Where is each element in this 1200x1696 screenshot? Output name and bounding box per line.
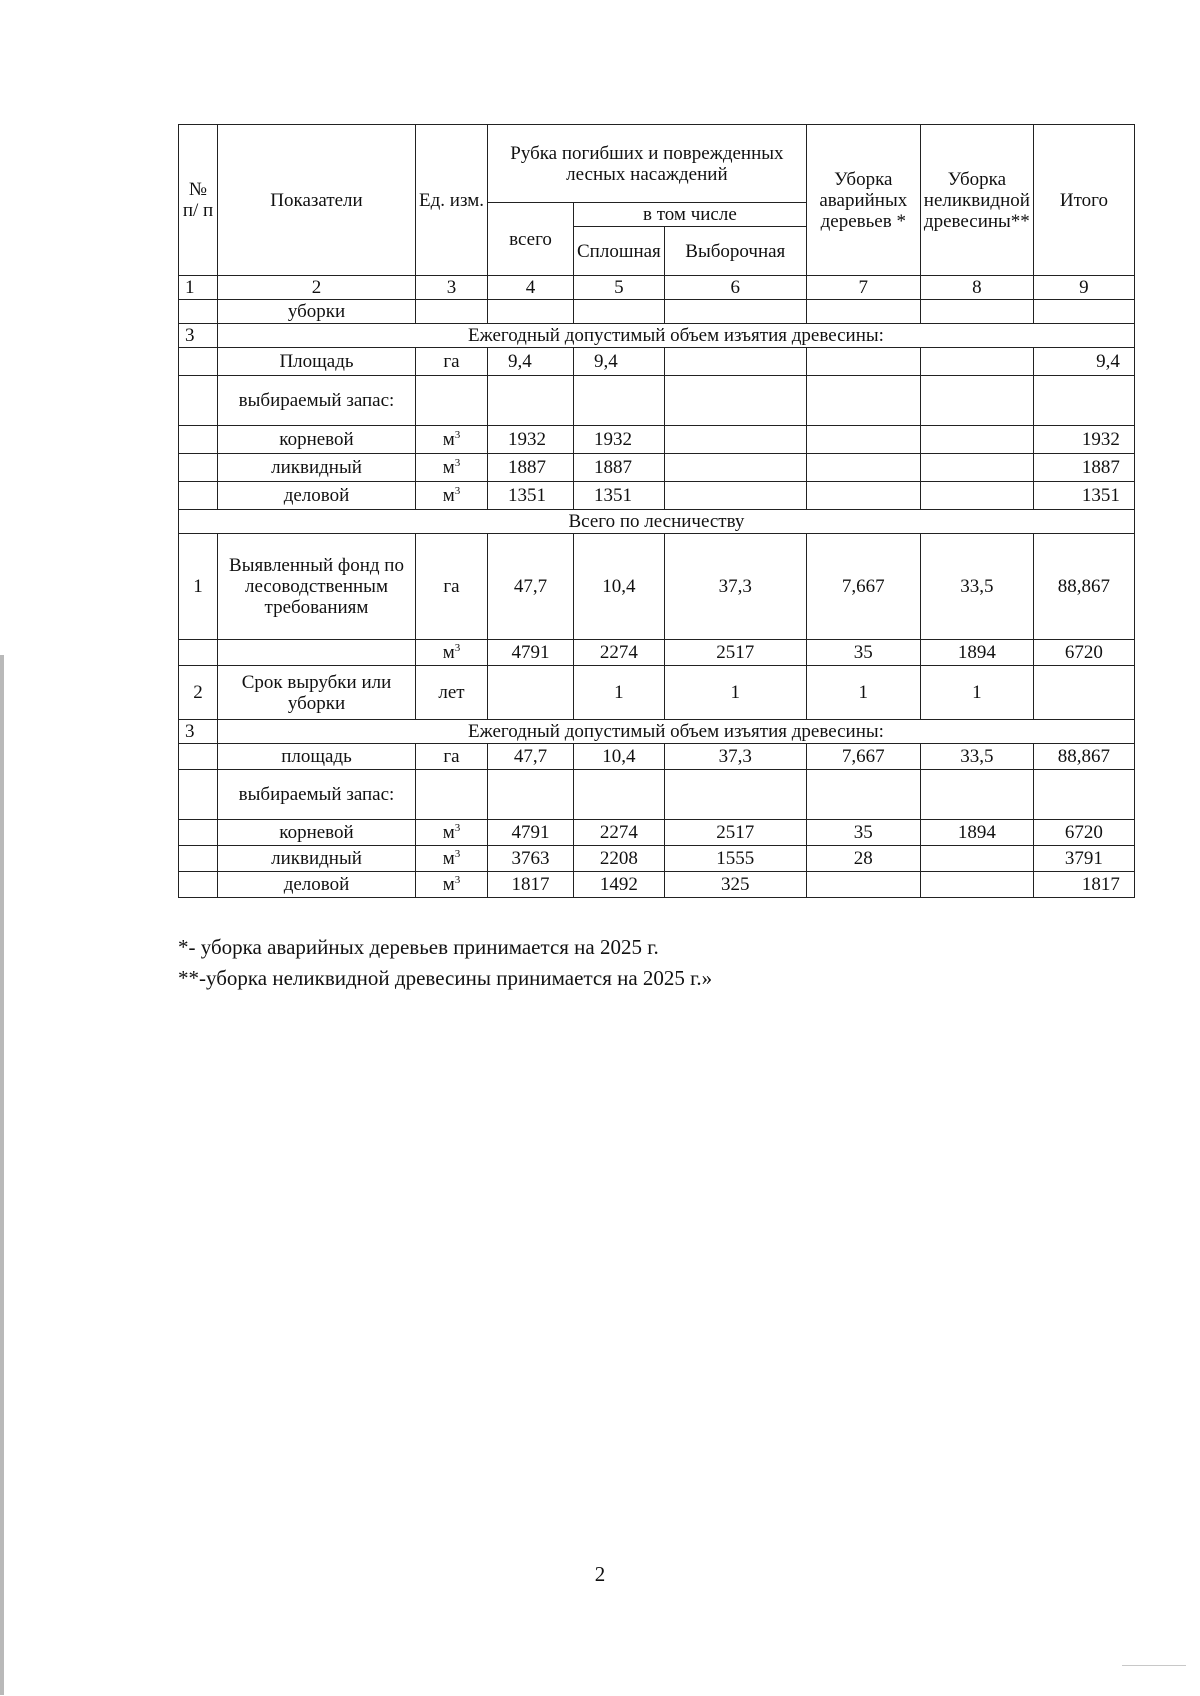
row-unit: лет <box>416 666 488 720</box>
cell-clear: 10,4 <box>574 534 665 640</box>
row-unit <box>416 640 488 666</box>
footnote-nonliquid: **-уборка неликвидной древесины принимается на 2025 г.» <box>178 966 713 990</box>
section-title: Всего по лесничеству <box>179 510 1135 534</box>
header-unit: Ед. изм. <box>416 125 488 276</box>
section-row <box>179 510 1135 534</box>
table-row <box>179 454 1135 482</box>
cell-total: 4791 <box>488 640 574 666</box>
unit-base: м <box>442 457 455 478</box>
cell-clear: 1932 <box>574 426 665 454</box>
unit-exponent: 3 <box>454 485 461 497</box>
cell-total: 1817 <box>488 872 574 898</box>
cell-nonliquid: 1894 <box>920 640 1033 666</box>
footnote-emergency: *- уборка аварийных деревьев принимается на 2025 г. <box>178 935 659 959</box>
table-row <box>179 348 1135 376</box>
cell-selective: 1 <box>664 666 806 720</box>
cell-total: 1932 <box>488 426 574 454</box>
cell-total: 3763 <box>488 846 574 872</box>
row-label: корневой <box>218 820 416 846</box>
cell-clear: 1887 <box>574 454 665 482</box>
table-row <box>179 666 1135 720</box>
footnotes <box>178 932 712 994</box>
cell-clear: 2274 <box>574 820 665 846</box>
cell-selective: 2517 <box>664 640 806 666</box>
row-label: корневой <box>218 426 416 454</box>
section-title: Ежегодный допустимый объем изъятия древесины: <box>218 720 1135 744</box>
header-clear: Сплошная <box>574 227 665 276</box>
row-unit: га <box>416 348 488 376</box>
cell-total: 9,4 <box>488 348 574 376</box>
header-selective: Выборочная <box>664 227 806 276</box>
header-no: № п/ п <box>179 125 218 276</box>
cell-clear: 2274 <box>574 640 665 666</box>
cell-clear: 1492 <box>574 872 665 898</box>
row-unit: га <box>416 744 488 770</box>
row-label: ликвидный <box>218 454 416 482</box>
row-unit: га <box>416 534 488 640</box>
cell-clear: 1351 <box>574 482 665 510</box>
cell-itogo: 1887 <box>1033 454 1134 482</box>
unit-exponent: 3 <box>454 822 461 834</box>
row-label: уборки <box>218 300 416 324</box>
table-row <box>179 872 1135 898</box>
unit-exponent: 3 <box>454 848 461 860</box>
row-label: деловой <box>218 482 416 510</box>
unit-exponent: 3 <box>454 874 461 886</box>
cell-emergency: 7,667 <box>806 744 920 770</box>
forest-volume-table <box>178 124 1135 898</box>
cell-total: 47,7 <box>488 534 574 640</box>
cell-emergency: 35 <box>806 640 920 666</box>
table-row <box>179 376 1135 426</box>
column-number: 3 <box>416 276 488 300</box>
header-row-1 <box>179 125 1135 203</box>
header-indicator: Показатели <box>218 125 416 276</box>
header-felling: Рубка погибших и поврежденных лесных насаждений <box>488 125 807 203</box>
table-row <box>179 482 1135 510</box>
row-label: деловой <box>218 872 416 898</box>
column-number: 2 <box>218 276 416 300</box>
cell-itogo: 1932 <box>1033 426 1134 454</box>
row-unit <box>416 454 488 482</box>
row-label: выбираемый запас: <box>218 376 416 426</box>
cell-clear: 1 <box>574 666 665 720</box>
cell-total: 1887 <box>488 454 574 482</box>
column-number: 8 <box>920 276 1033 300</box>
scan-edge-shadow <box>0 655 4 1695</box>
cell-emergency: 7,667 <box>806 534 920 640</box>
row-unit <box>416 482 488 510</box>
cell-total: 47,7 <box>488 744 574 770</box>
row-label: выбираемый запас: <box>218 770 416 820</box>
row-number: 3 <box>179 324 218 348</box>
cell-emergency: 1 <box>806 666 920 720</box>
cell-nonliquid: 1 <box>920 666 1033 720</box>
cell-clear: 2208 <box>574 846 665 872</box>
table-row <box>179 426 1135 454</box>
row-unit <box>416 872 488 898</box>
header-nonliquid: Уборка неликвидной древесины** <box>920 125 1033 276</box>
column-number: 9 <box>1033 276 1134 300</box>
section-title: Ежегодный допустимый объем изъятия древесины: <box>218 324 1135 348</box>
table-row <box>179 820 1135 846</box>
unit-exponent: 3 <box>454 642 461 654</box>
row-unit <box>416 426 488 454</box>
unit-exponent: 3 <box>454 429 461 441</box>
cell-nonliquid: 1894 <box>920 820 1033 846</box>
row-label: площадь <box>218 744 416 770</box>
table-row <box>179 744 1135 770</box>
table-row <box>179 846 1135 872</box>
page-number: 2 <box>594 1562 606 1586</box>
table-row <box>179 300 1135 324</box>
cell-itogo: 6720 <box>1033 640 1134 666</box>
cell-itogo: 88,867 <box>1033 744 1134 770</box>
unit-base: м <box>442 642 455 663</box>
header-total: Итого <box>1033 125 1134 276</box>
cell-selective: 37,3 <box>664 744 806 770</box>
cell-itogo: 1817 <box>1033 872 1134 898</box>
unit-base: м <box>442 429 455 450</box>
row-label: Срок вырубки или уборки <box>218 666 416 720</box>
row-unit <box>416 846 488 872</box>
row-label: Выявленный фонд по лесоводственным требованиям <box>218 534 416 640</box>
header-including: в том числе <box>574 203 807 227</box>
row-number: 1 <box>179 534 218 640</box>
cell-clear: 9,4 <box>574 348 665 376</box>
row-label: ликвидный <box>218 846 416 872</box>
cell-itogo: 1351 <box>1033 482 1134 510</box>
scan-corner-mark <box>1122 1665 1186 1666</box>
cell-itogo: 6720 <box>1033 820 1134 846</box>
cell-selective: 37,3 <box>664 534 806 640</box>
cell-itogo: 9,4 <box>1033 348 1134 376</box>
row-number: 3 <box>179 720 218 744</box>
table-row <box>179 770 1135 820</box>
unit-base: м <box>442 848 455 869</box>
cell-nonliquid: 33,5 <box>920 534 1033 640</box>
cell-clear: 10,4 <box>574 744 665 770</box>
column-number: 4 <box>488 276 574 300</box>
column-number: 1 <box>179 276 218 300</box>
unit-exponent: 3 <box>454 457 461 469</box>
cell-emergency: 35 <box>806 820 920 846</box>
column-number: 5 <box>574 276 665 300</box>
cell-nonliquid: 33,5 <box>920 744 1033 770</box>
cell-total: 4791 <box>488 820 574 846</box>
header-emergency: Уборка аварийных деревьев * <box>806 125 920 276</box>
cell-itogo: 3791 <box>1033 846 1134 872</box>
cell-total: 1351 <box>488 482 574 510</box>
cell-emergency: 28 <box>806 846 920 872</box>
table-row <box>179 640 1135 666</box>
row-label: Площадь <box>218 348 416 376</box>
cell-itogo: 88,867 <box>1033 534 1134 640</box>
column-number: 6 <box>664 276 806 300</box>
section-row <box>179 324 1135 348</box>
row-unit <box>416 820 488 846</box>
header-felling-total: всего <box>488 203 574 276</box>
unit-base: м <box>442 874 455 895</box>
column-number: 7 <box>806 276 920 300</box>
unit-base: м <box>442 485 455 506</box>
section-row <box>179 720 1135 744</box>
table-row <box>179 534 1135 640</box>
cell-selective: 325 <box>664 872 806 898</box>
forest-table-container <box>178 124 1135 898</box>
row-number: 2 <box>179 666 218 720</box>
unit-base: м <box>442 822 455 843</box>
cell-selective: 1555 <box>664 846 806 872</box>
cell-selective: 2517 <box>664 820 806 846</box>
column-numbers-row <box>179 276 1135 300</box>
